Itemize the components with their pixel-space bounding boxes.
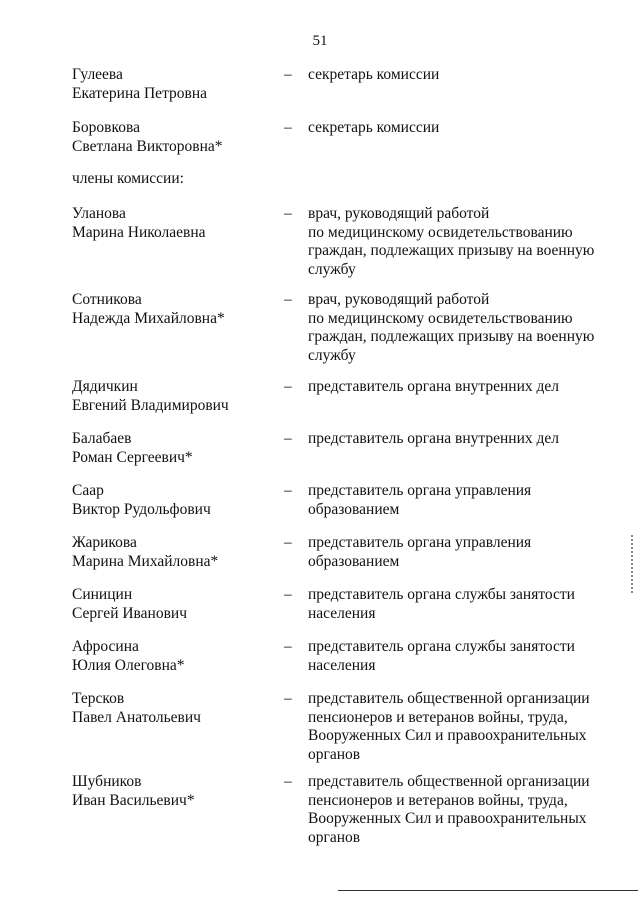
dash: – (284, 586, 292, 603)
dash: – (284, 638, 292, 655)
member-role: представитель органа службы занятости населения (308, 586, 575, 622)
member-name: Саар Виктор Рудольфович (72, 482, 211, 518)
member-role: представитель общественной организации пенсионеров и ветеранов войны, труда, Вооруженных Сил и правоохранительных органов (308, 690, 590, 763)
member-role: представитель органа внутренних дел (308, 378, 560, 395)
member-name: Терсков Павел Анатольевич (72, 690, 201, 726)
member-role: представитель органа управления образованием (308, 534, 532, 570)
member-name: Сотникова Надежда Михайловна* (72, 291, 225, 327)
member-role: представитель органа внутренних дел (308, 430, 560, 447)
page-number: 51 (312, 33, 328, 49)
dash: – (284, 119, 292, 136)
member-name: Синицин Сергей Иванович (72, 586, 188, 622)
member-name: Гулеева Екатерина Петровна (72, 66, 208, 102)
member-role: врач, руководящий работой по медицинскому освидетельствованию граждан, подлежащих призыву на военную службу (308, 205, 595, 278)
member-role: представитель органа управления образованием (308, 482, 532, 518)
member-name: Афросина Юлия Олеговна* (72, 638, 185, 674)
member-name: Жарикова Марина Михайловна* (72, 534, 219, 570)
scan-edge-mark (631, 535, 633, 595)
member-role: представитель органа службы занятости населения (308, 638, 575, 674)
member-name: Шубников Иван Васильевич* (72, 773, 195, 809)
member-name: Уланова Марина Николаевна (72, 205, 206, 241)
dash: – (284, 291, 292, 308)
member-role: представитель общественной организации пенсионеров и ветеранов войны, труда, Вооруженных Сил и правоохранительных органов (308, 773, 590, 846)
dash: – (284, 66, 292, 83)
member-role: секретарь комиссии (308, 66, 440, 83)
member-name: Дядичкин Евгений Владимирович (72, 378, 229, 414)
member-name: Балабаев Роман Сергеевич* (72, 430, 193, 466)
dash: – (284, 534, 292, 551)
dash: – (284, 430, 292, 447)
member-role: врач, руководящий работой по медицинскому освидетельствованию граждан, подлежащих призыву на военную службу (308, 291, 595, 364)
bottom-rule (338, 890, 638, 891)
dash: – (284, 378, 292, 395)
member-name: Боровкова Светлана Викторовна* (72, 119, 223, 155)
dash: – (284, 205, 292, 222)
member-role: секретарь комиссии (308, 119, 440, 136)
dash: – (284, 482, 292, 499)
dash: – (284, 690, 292, 707)
section-label: члены комиссии: (72, 170, 184, 187)
dash: – (284, 773, 292, 790)
